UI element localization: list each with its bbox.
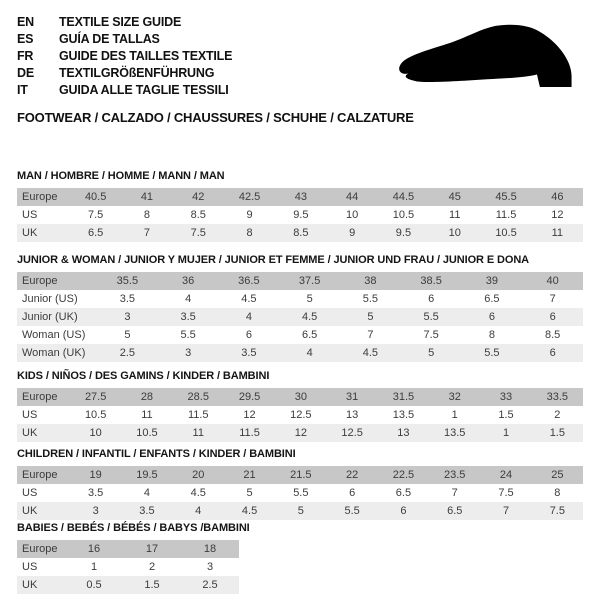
size-cell: 25 — [551, 469, 564, 481]
size-cell: 3.5 — [119, 293, 136, 305]
row-label: Europe — [22, 391, 58, 403]
size-cell: 7.5 — [423, 329, 439, 341]
language-code: IT — [17, 83, 28, 97]
size-cell: 35.5 — [116, 275, 139, 287]
size-cell: 10 — [346, 209, 359, 221]
row-label: Junior (US) — [22, 293, 78, 305]
category-title: FOOTWEAR / CALZADO / CHAUSSURES / SCHUHE / CALZATURE — [17, 110, 414, 125]
size-table — [17, 540, 239, 594]
size-cell: 7 — [367, 329, 374, 341]
size-cell: 11.5 — [239, 427, 260, 439]
row-label: UK — [22, 579, 38, 591]
size-cell: 8.5 — [544, 329, 561, 341]
size-cell: 11 — [192, 427, 204, 439]
size-cell: 10.5 — [84, 409, 107, 421]
table-row — [17, 290, 583, 308]
size-cell: 12.5 — [290, 409, 312, 421]
size-cell: 4 — [185, 293, 192, 305]
size-cell: 31.5 — [392, 391, 415, 403]
size-cell: 19.5 — [136, 469, 158, 481]
size-cell: 3.5 — [180, 311, 196, 323]
size-cell: 10 — [448, 227, 461, 239]
size-cell: 6 — [245, 329, 252, 341]
size-cell: 1 — [90, 561, 98, 573]
row-label: US — [22, 487, 38, 499]
size-cell: 3 — [124, 311, 131, 323]
language-code: ES — [17, 32, 34, 46]
size-cell: 6 — [549, 347, 556, 359]
size-cell: 9.5 — [293, 209, 309, 221]
size-cell: 11 — [449, 209, 461, 221]
size-cell: 17 — [145, 543, 159, 555]
size-cell: 31 — [346, 391, 359, 403]
row-label: Europe — [22, 469, 58, 481]
size-cell: 4 — [195, 505, 202, 517]
size-cell: 3 — [92, 505, 99, 517]
size-cell: 5.5 — [362, 293, 379, 305]
row-label: UK — [22, 427, 38, 439]
size-cell: 18 — [203, 543, 217, 555]
row-label: UK — [22, 227, 38, 239]
size-cell: 7.5 — [88, 209, 104, 221]
size-cell: 8 — [554, 487, 561, 499]
language-code: EN — [17, 15, 34, 29]
size-cell: 20 — [192, 469, 205, 481]
size-section — [17, 370, 583, 442]
table-row — [17, 326, 583, 344]
size-cell: 1.5 — [144, 579, 160, 591]
size-cell: 5 — [367, 311, 374, 323]
size-cell: 10.5 — [136, 427, 158, 439]
size-cell: 7.5 — [190, 227, 206, 239]
size-cell: 45 — [448, 191, 461, 203]
size-cell: 4.5 — [362, 347, 379, 359]
size-cell: 44.5 — [392, 191, 415, 203]
size-cell: 8.5 — [190, 209, 206, 221]
size-cell: 13.5 — [444, 427, 466, 439]
size-cell: 12 — [551, 209, 564, 221]
size-cell: 1.5 — [498, 409, 514, 421]
row-label: US — [22, 409, 38, 421]
size-cell: 22 — [346, 469, 359, 481]
table-row — [17, 540, 239, 558]
size-cell: 4 — [245, 311, 252, 323]
size-cell: 6.5 — [395, 487, 412, 499]
table-row — [17, 308, 583, 326]
section-title: BABIES / BEBÉS / BÉBÉS / BABYS /BAMBINI — [17, 522, 250, 534]
size-cell: 4 — [143, 487, 150, 499]
table-row — [17, 224, 583, 242]
size-section — [17, 522, 583, 594]
table-row — [17, 344, 583, 362]
size-cell: 32 — [448, 391, 461, 403]
section-title: MAN / HOMBRE / HOMME / MANN / MAN — [17, 170, 225, 182]
size-sections — [17, 170, 583, 594]
size-cell: 6 — [549, 311, 556, 323]
size-cell: 11 — [551, 227, 564, 239]
size-cell: 7 — [549, 293, 556, 305]
table-row — [17, 388, 583, 406]
size-cell: 8 — [143, 209, 150, 221]
row-label: Europe — [22, 275, 58, 287]
size-cell: 21 — [243, 469, 256, 481]
row-label: Europe — [22, 191, 58, 203]
table-row — [17, 272, 583, 290]
size-cell: 8.5 — [293, 227, 309, 239]
size-cell: 45.5 — [495, 191, 517, 203]
size-cell: 38.5 — [420, 275, 442, 287]
size-cell: 28.5 — [187, 391, 209, 403]
size-cell: 3.5 — [241, 347, 257, 359]
size-cell: 5 — [124, 329, 131, 341]
size-cell: 21.5 — [290, 469, 312, 481]
size-cell: 4.5 — [241, 293, 257, 305]
section-title: CHILDREN / INFANTIL / ENFANTS / KINDER / BAMBINI — [17, 448, 296, 460]
size-cell: 12 — [294, 427, 307, 439]
size-cell: 46 — [551, 191, 564, 203]
language-label: GUIDE DES TAILLES TEXTILE — [59, 49, 233, 63]
size-cell: 3.5 — [139, 505, 155, 517]
size-cell: 40 — [546, 275, 559, 287]
size-cell: 39 — [485, 275, 498, 287]
size-cell: 42 — [192, 191, 205, 203]
table-row — [17, 206, 583, 224]
size-cell: 28 — [140, 391, 154, 403]
size-cell: 4.5 — [301, 311, 318, 323]
size-cell: 12 — [243, 409, 256, 421]
size-cell: 43 — [294, 191, 307, 203]
size-cell: 24 — [499, 469, 513, 481]
table-row — [17, 484, 583, 502]
size-cell: 6.5 — [301, 329, 318, 341]
size-table — [17, 272, 583, 362]
size-cell: 4.5 — [190, 487, 206, 499]
row-label: US — [22, 561, 38, 573]
size-cell: 30 — [294, 391, 307, 403]
size-cell: 3.5 — [88, 487, 104, 499]
table-row — [17, 558, 239, 576]
size-cell: 9.5 — [395, 227, 412, 239]
size-cell: 13 — [397, 427, 410, 439]
size-cell: 7.5 — [498, 487, 514, 499]
row-label: US — [22, 209, 38, 221]
size-cell: 6.5 — [484, 293, 500, 305]
row-label: Europe — [22, 543, 58, 555]
size-cell: 36.5 — [238, 275, 260, 287]
size-cell: 10.5 — [495, 227, 517, 239]
size-cell: 5.5 — [180, 329, 196, 341]
size-cell: 5.5 — [484, 347, 500, 359]
table-row — [17, 502, 583, 520]
size-cell: 36 — [182, 275, 195, 287]
size-table — [17, 466, 583, 520]
size-cell: 11.5 — [495, 209, 517, 221]
size-cell: 11.5 — [187, 409, 209, 421]
language-label: GUÍA DE TALLAS — [59, 32, 160, 46]
language-label: TEXTILE SIZE GUIDE — [59, 15, 182, 29]
language-label: TEXTILGRÖßENFÜHRUNG — [59, 66, 215, 80]
size-cell: 5 — [306, 293, 313, 305]
size-cell: 6 — [428, 293, 435, 305]
dress-shoe-icon — [393, 16, 585, 108]
size-cell: 10.5 — [392, 209, 415, 221]
row-label: Junior (UK) — [22, 311, 78, 323]
size-cell: 2.5 — [119, 347, 136, 359]
size-cell: 9 — [349, 227, 356, 239]
size-cell: 27.5 — [84, 391, 107, 403]
size-cell: 5 — [246, 487, 253, 499]
size-cell: 10 — [89, 427, 102, 439]
size-cell: 13 — [346, 409, 359, 421]
size-cell: 5.5 — [423, 311, 439, 323]
size-cell: 6.5 — [447, 505, 463, 517]
size-cell: 6.5 — [88, 227, 104, 239]
table-row — [17, 424, 583, 442]
size-cell: 19 — [89, 469, 102, 481]
size-cell: 11 — [141, 409, 153, 421]
size-section — [17, 170, 583, 242]
size-cell: 6 — [488, 311, 495, 323]
size-section — [17, 254, 583, 362]
size-cell: 7 — [143, 227, 150, 239]
row-label: Woman (US) — [22, 329, 86, 341]
size-cell: 7.5 — [549, 505, 565, 517]
size-cell: 37.5 — [298, 275, 321, 287]
size-cell: 1 — [502, 427, 510, 439]
size-cell: 5.5 — [344, 505, 360, 517]
size-cell: 2.5 — [202, 579, 218, 591]
size-cell: 3 — [185, 347, 192, 359]
size-cell: 7 — [451, 487, 458, 499]
language-label: GUIDA ALLE TAGLIE TESSILI — [59, 83, 229, 97]
row-label: Woman (UK) — [22, 347, 86, 359]
size-cell: 33 — [499, 391, 513, 403]
size-cell: 2 — [148, 561, 156, 573]
size-cell: 44 — [346, 191, 359, 203]
row-label: UK — [22, 505, 38, 517]
table-row — [17, 576, 239, 594]
size-cell: 6 — [400, 505, 407, 517]
size-cell: 13.5 — [392, 409, 415, 421]
size-cell: 1.5 — [549, 427, 565, 439]
size-cell: 2 — [554, 409, 561, 421]
size-cell: 38 — [364, 275, 377, 287]
size-cell: 9 — [246, 209, 253, 221]
size-cell: 42.5 — [238, 191, 261, 203]
size-cell: 33.5 — [546, 391, 569, 403]
size-cell: 3 — [206, 561, 214, 573]
size-cell: 29.5 — [238, 391, 261, 403]
language-code: FR — [17, 49, 34, 63]
size-cell: 7 — [502, 505, 510, 517]
size-cell: 22.5 — [392, 469, 415, 481]
section-title: KIDS / NIÑOS / DES GAMINS / KINDER / BAMBINI — [17, 370, 270, 382]
size-cell: 1 — [451, 409, 458, 421]
size-table — [17, 388, 583, 442]
table-row — [17, 466, 583, 484]
size-cell: 5 — [428, 347, 435, 359]
size-cell: 12.5 — [341, 427, 363, 439]
table-row — [17, 188, 583, 206]
size-section — [17, 448, 583, 520]
size-cell: 8 — [488, 329, 495, 341]
language-code: DE — [17, 66, 34, 80]
size-cell: 0.5 — [86, 579, 102, 591]
size-cell: 41 — [140, 191, 154, 203]
size-cell: 4 — [306, 347, 313, 359]
size-cell: 8 — [246, 227, 253, 239]
size-cell: 40.5 — [84, 191, 107, 203]
size-cell: 5.5 — [293, 487, 309, 499]
size-table — [17, 188, 583, 242]
size-cell: 6 — [349, 487, 356, 499]
size-cell: 16 — [87, 543, 101, 555]
size-cell: 23.5 — [444, 469, 466, 481]
section-title: JUNIOR & WOMAN / JUNIOR Y MUJER / JUNIOR ET FEMME / JUNIOR UND FRAU / JUNIOR E DONA — [17, 254, 530, 266]
table-row — [17, 406, 583, 424]
size-cell: 5 — [297, 505, 304, 517]
size-cell: 4.5 — [241, 505, 258, 517]
